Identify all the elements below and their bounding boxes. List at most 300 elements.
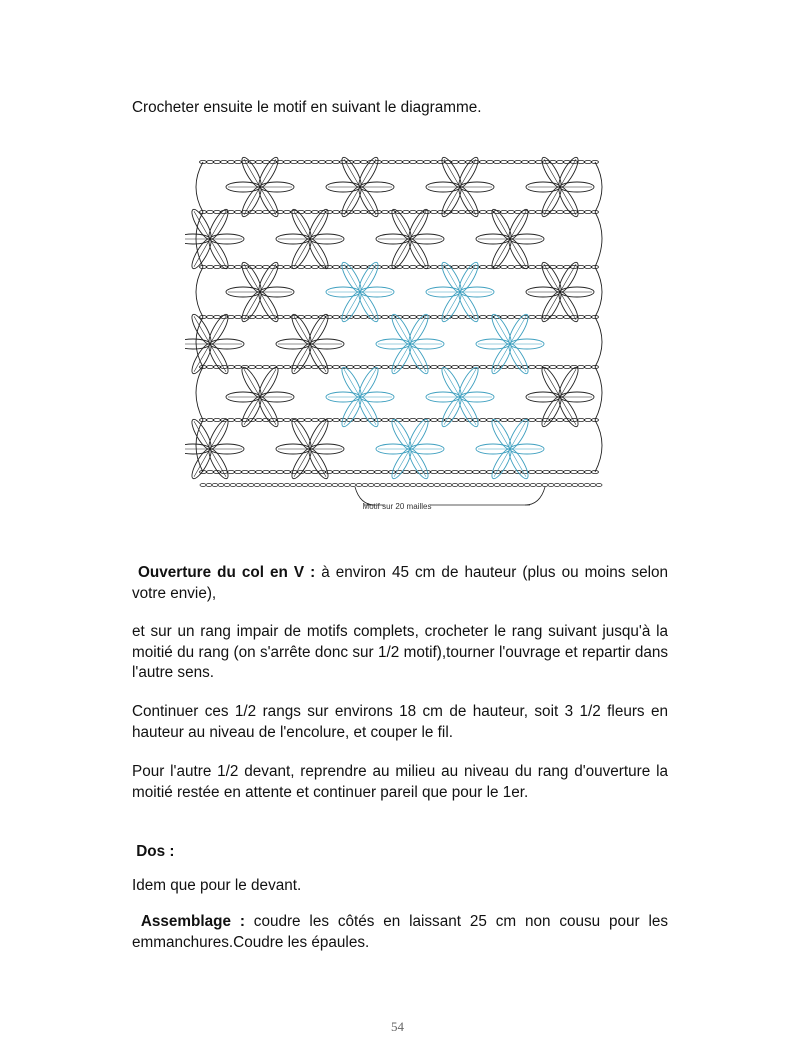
- chain-stitch: [236, 484, 242, 487]
- chain-stitch: [508, 470, 515, 473]
- chain-stitch: [480, 418, 487, 421]
- chain-stitch: [431, 210, 438, 213]
- chain-stitch: [263, 470, 270, 473]
- chain-stitch: [206, 484, 212, 487]
- chain-stitch: [584, 484, 590, 487]
- chain-stitch: [218, 484, 224, 487]
- chain-stitch: [284, 315, 291, 318]
- chain-stitch: [431, 315, 438, 318]
- chain-stitch: [431, 265, 438, 268]
- chain-stitch: [508, 160, 515, 163]
- chain-stitch: [254, 484, 260, 487]
- chain-stitch: [235, 210, 242, 213]
- chain-stitch: [382, 160, 389, 163]
- chain-stitch: [452, 315, 459, 318]
- chain-stitch: [404, 484, 410, 487]
- chain-stitch: [284, 160, 291, 163]
- chain-stitch: [501, 315, 508, 318]
- chain-stitch: [256, 315, 263, 318]
- chain-stitch: [557, 210, 564, 213]
- chain-stitch: [480, 470, 487, 473]
- chain-stitch: [361, 470, 368, 473]
- chain-stitch: [480, 160, 487, 163]
- chain-stitch: [362, 484, 368, 487]
- chain-stitch: [515, 160, 522, 163]
- chain-stitch: [340, 470, 347, 473]
- chain-stitch: [459, 365, 466, 368]
- chain-stitch: [333, 315, 340, 318]
- chain-stitch: [326, 365, 333, 368]
- assemblage-heading: Assemblage :: [140, 913, 245, 930]
- chain-stitch: [431, 470, 438, 473]
- chain-stitch: [326, 470, 333, 473]
- chain-stitch: [529, 265, 536, 268]
- chain-stitch: [482, 484, 488, 487]
- chain-stitch: [572, 484, 578, 487]
- chain-stitch: [235, 160, 242, 163]
- chain-stitch: [459, 315, 466, 318]
- chain-stitch: [305, 418, 312, 421]
- chain-stitch: [518, 484, 524, 487]
- chain-stitch: [501, 160, 508, 163]
- chain-stitch: [214, 418, 221, 421]
- chain-stitch: [431, 418, 438, 421]
- chain-stitch: [501, 418, 508, 421]
- chain-stitch: [590, 484, 596, 487]
- chain-stitch: [248, 484, 254, 487]
- chain-stitch: [529, 470, 536, 473]
- chain-stitch: [350, 484, 356, 487]
- chain-stitch: [326, 210, 333, 213]
- chain-stitch: [312, 265, 319, 268]
- chain-stitch: [410, 365, 417, 368]
- chain-stitch: [296, 484, 302, 487]
- chain-stitch: [320, 484, 326, 487]
- chain-stitch: [260, 484, 266, 487]
- chain-stitch: [438, 315, 445, 318]
- assemblage-text: coudre les côtés en laissant 25 cm non cousu pour les emmanchures.Coudre les épaules.: [132, 913, 669, 951]
- chain-stitch: [368, 470, 375, 473]
- chain-stitch: [564, 470, 571, 473]
- chain-stitch: [284, 470, 291, 473]
- chain-stitch: [548, 484, 554, 487]
- chain-stitch: [410, 265, 417, 268]
- chain-stitch: [235, 265, 242, 268]
- col-v-heading: Ouverture du col en V :: [138, 564, 316, 581]
- chain-stitch: [500, 484, 506, 487]
- chain-stitch: [344, 484, 350, 487]
- chain-stitch: [536, 418, 543, 421]
- chain-stitch: [305, 265, 312, 268]
- chain-stitch: [290, 484, 296, 487]
- chain-stitch: [207, 210, 214, 213]
- chain-stitch: [585, 418, 592, 421]
- chain-stitch: [207, 365, 214, 368]
- chain-stitch: [354, 210, 361, 213]
- dos-heading-paragraph: [132, 842, 668, 863]
- chain-stitch: [361, 210, 368, 213]
- chain-stitch: [263, 365, 270, 368]
- chain-stitch: [557, 315, 564, 318]
- chain-stitch: [550, 365, 557, 368]
- chain-stitch: [284, 265, 291, 268]
- chain-stitch: [347, 365, 354, 368]
- chain-stitch: [382, 365, 389, 368]
- chain-stitch: [228, 160, 235, 163]
- chain-stitch: [380, 484, 386, 487]
- chain-stitch: [354, 315, 361, 318]
- chain-stitch: [410, 470, 417, 473]
- col-v-paragraph: [132, 563, 668, 604]
- chain-stitch: [314, 484, 320, 487]
- chain-stitch: [284, 210, 291, 213]
- chain-stitch: [266, 484, 272, 487]
- intro-text: Crocheter ensuite le motif en suivant le diagramme.: [132, 99, 482, 116]
- chain-stitch: [386, 484, 392, 487]
- chain-stitch: [305, 365, 312, 368]
- crochet-diagram: [185, 137, 609, 525]
- chain-stitch: [522, 160, 529, 163]
- chain-stitch: [375, 470, 382, 473]
- chain-stitch: [374, 484, 380, 487]
- chain-stitch: [501, 210, 508, 213]
- chain-stitch: [284, 365, 291, 368]
- chain-stitch: [242, 484, 248, 487]
- chain-stitch: [228, 210, 235, 213]
- chain-stitch: [214, 160, 221, 163]
- chain-stitch: [410, 160, 417, 163]
- chain-stitch: [445, 470, 452, 473]
- chain-stitch: [333, 160, 340, 163]
- chain-stitch: [416, 484, 422, 487]
- chain-stitch: [354, 265, 361, 268]
- chain-stitch: [494, 160, 501, 163]
- chain-stitch: [326, 315, 333, 318]
- chain-stitch: [361, 265, 368, 268]
- chain-stitch: [560, 484, 566, 487]
- chain-stitch: [347, 470, 354, 473]
- chain-stitch: [212, 484, 218, 487]
- chain-stitch: [452, 210, 459, 213]
- chain-stitch: [440, 484, 446, 487]
- turning-chain: [595, 317, 602, 367]
- chain-stitch: [480, 210, 487, 213]
- chain-stitch: [249, 365, 256, 368]
- chain-stitch: [403, 265, 410, 268]
- chain-stitch: [354, 160, 361, 163]
- chain-stitch: [585, 365, 592, 368]
- turning-chain: [595, 162, 602, 212]
- chain-stitch: [487, 160, 494, 163]
- chain-stitch: [508, 210, 515, 213]
- chain-stitch: [596, 484, 602, 487]
- chain-stitch: [445, 418, 452, 421]
- chain-stitch: [256, 365, 263, 368]
- chain-stitch: [515, 265, 522, 268]
- chain-stitch: [557, 160, 564, 163]
- chain-stitch: [536, 265, 543, 268]
- chain-stitch: [207, 470, 214, 473]
- chain-stitch: [214, 315, 221, 318]
- chain-stitch: [382, 418, 389, 421]
- chain-stitch: [422, 484, 428, 487]
- chain-stitch: [389, 160, 396, 163]
- chain-stitch: [536, 470, 543, 473]
- chain-stitch: [235, 315, 242, 318]
- chain-stitch: [333, 365, 340, 368]
- chain-stitch: [578, 160, 585, 163]
- chain-stitch: [459, 210, 466, 213]
- chain-stitch: [434, 484, 440, 487]
- chain-stitch: [464, 484, 470, 487]
- chain-stitch: [480, 315, 487, 318]
- chain-stitch: [221, 160, 228, 163]
- chain-stitch: [459, 470, 466, 473]
- chain-stitch: [256, 470, 263, 473]
- chain-stitch: [557, 418, 564, 421]
- chain-stitch: [361, 315, 368, 318]
- chain-stitch: [207, 315, 214, 318]
- chain-stitch: [494, 484, 500, 487]
- chain-stitch: [557, 365, 564, 368]
- chain-stitch: [235, 418, 242, 421]
- chain-stitch: [214, 265, 221, 268]
- continuer-paragraph: Continuer ces 1/2 rangs sur environs 18 cm de hauteur, soit 3 1/2 fleurs en hauteur au niveau de l'encolure, et couper le fil.: [132, 703, 668, 741]
- chain-stitch: [398, 484, 404, 487]
- chain-stitch: [382, 315, 389, 318]
- chain-stitch: [319, 365, 326, 368]
- chain-stitch: [470, 484, 476, 487]
- chain-stitch: [438, 418, 445, 421]
- chain-stitch: [536, 160, 543, 163]
- chain-stitch: [438, 470, 445, 473]
- chain-stitch: [403, 210, 410, 213]
- col-v-text: à environ 45 cm de hauteur (plus ou moins selon votre envie),: [132, 564, 669, 602]
- turning-chain: [196, 367, 203, 420]
- chain-stitch: [529, 160, 536, 163]
- chain-stitch: [424, 315, 431, 318]
- chain-stitch: [207, 265, 214, 268]
- chain-stitch: [466, 365, 473, 368]
- chain-stitch: [392, 484, 398, 487]
- chain-stitch: [536, 210, 543, 213]
- chain-stitch: [230, 484, 236, 487]
- chain-stitch: [207, 160, 214, 163]
- chain-stitch: [338, 484, 344, 487]
- chain-stitch: [438, 210, 445, 213]
- chain-stitch: [308, 484, 314, 487]
- chain-stitch: [578, 265, 585, 268]
- dos-text: Idem que pour le devant.: [132, 877, 302, 894]
- chain-stitch: [272, 484, 278, 487]
- chain-stitch: [585, 265, 592, 268]
- chain-stitch: [235, 470, 242, 473]
- chain-stitch: [403, 160, 410, 163]
- chain-stitch: [488, 484, 494, 487]
- chain-stitch: [326, 160, 333, 163]
- chain-stitch: [550, 470, 557, 473]
- chain-stitch: [305, 470, 312, 473]
- chain-stitch: [326, 418, 333, 421]
- rang-paragraph: et sur un rang impair de motifs complets, crocheter le rang suivant jusqu'à la moitié du rang (on s'arrête donc sur 1/2 motif),tourner l'ouvrage et repartir dans l'autre sens.: [132, 623, 668, 681]
- chain-stitch: [403, 470, 410, 473]
- chain-stitch: [476, 484, 482, 487]
- chain-stitch: [501, 265, 508, 268]
- chain-stitch: [459, 265, 466, 268]
- chain-stitch: [410, 210, 417, 213]
- chain-stitch: [585, 470, 592, 473]
- chain-stitch: [585, 160, 592, 163]
- chain-stitch: [256, 418, 263, 421]
- chain-stitch: [326, 484, 332, 487]
- chain-stitch: [529, 418, 536, 421]
- chain-stitch: [508, 365, 515, 368]
- chain-stitch: [524, 484, 530, 487]
- turning-chain: [196, 420, 203, 472]
- chain-stitch: [319, 470, 326, 473]
- chain-stitch: [312, 210, 319, 213]
- chain-stitch: [228, 265, 235, 268]
- chain-stitch: [354, 470, 361, 473]
- turning-chain: [595, 367, 602, 420]
- assemblage-paragraph: [132, 912, 668, 953]
- chain-stitch: [305, 210, 312, 213]
- chain-stitch: [332, 484, 338, 487]
- chain-stitch: [473, 470, 480, 473]
- chain-stitch: [585, 210, 592, 213]
- diagram-caption: Motif sur 20 mailles: [362, 502, 432, 511]
- chain-stitch: [446, 484, 452, 487]
- chain-stitch: [354, 365, 361, 368]
- chain-stitch: [298, 160, 305, 163]
- chain-stitch: [298, 418, 305, 421]
- chain-stitch: [214, 210, 221, 213]
- turning-chain: [595, 420, 602, 472]
- chain-stitch: [326, 265, 333, 268]
- chain-stitch: [578, 418, 585, 421]
- chain-stitch: [333, 210, 340, 213]
- chain-stitch: [536, 365, 543, 368]
- chain-stitch: [312, 418, 319, 421]
- chain-stitch: [530, 484, 536, 487]
- chain-stitch: [368, 484, 374, 487]
- chain-stitch: [452, 470, 459, 473]
- chain-stitch: [578, 210, 585, 213]
- chain-stitch: [452, 365, 459, 368]
- chain-stitch: [508, 418, 515, 421]
- chain-stitch: [480, 265, 487, 268]
- chain-stitch: [424, 160, 431, 163]
- chain-stitch: [452, 265, 459, 268]
- chain-stitch: [466, 470, 473, 473]
- turning-chain: [595, 267, 602, 317]
- chain-stitch: [305, 160, 312, 163]
- chain-stitch: [410, 418, 417, 421]
- chain-stitch: [458, 484, 464, 487]
- chain-stitch: [356, 484, 362, 487]
- chain-stitch: [480, 365, 487, 368]
- chain-stitch: [228, 315, 235, 318]
- chain-stitch: [542, 484, 548, 487]
- chain-stitch: [361, 365, 368, 368]
- chain-stitch: [452, 484, 458, 487]
- chain-stitch: [291, 160, 298, 163]
- chain-stitch: [256, 265, 263, 268]
- chain-stitch: [431, 365, 438, 368]
- chain-stitch: [506, 484, 512, 487]
- chain-stitch: [312, 160, 319, 163]
- chain-stitch: [585, 315, 592, 318]
- dos-heading: Dos :: [136, 843, 175, 860]
- chain-stitch: [249, 470, 256, 473]
- chain-stitch: [333, 470, 340, 473]
- chain-stitch: [578, 315, 585, 318]
- chain-stitch: [417, 160, 424, 163]
- chain-stitch: [382, 265, 389, 268]
- chain-stitch: [424, 210, 431, 213]
- chain-stitch: [459, 160, 466, 163]
- turning-chain: [595, 212, 602, 267]
- chain-stitch: [228, 470, 235, 473]
- chain-stitch: [564, 365, 571, 368]
- chain-stitch: [529, 365, 536, 368]
- chain-stitch: [224, 484, 230, 487]
- chain-stitch: [557, 470, 564, 473]
- chain-stitch: [566, 484, 572, 487]
- chain-stitch: [536, 315, 543, 318]
- chain-stitch: [410, 315, 417, 318]
- chain-stitch: [431, 160, 438, 163]
- chain-stitch: [207, 418, 214, 421]
- chain-stitch: [578, 365, 585, 368]
- chain-stitch: [554, 484, 560, 487]
- chain-stitch: [396, 160, 403, 163]
- chain-stitch: [428, 484, 434, 487]
- chain-stitch: [536, 484, 542, 487]
- chain-stitch: [403, 365, 410, 368]
- turning-chain: [196, 267, 203, 317]
- chain-stitch: [529, 315, 536, 318]
- chain-stitch: [333, 265, 340, 268]
- chain-stitch: [529, 210, 536, 213]
- chain-stitch: [543, 470, 550, 473]
- chain-stitch: [438, 160, 445, 163]
- chain-stitch: [557, 265, 564, 268]
- chain-stitch: [333, 418, 340, 421]
- chain-stitch: [302, 484, 308, 487]
- page-number: 54: [391, 1019, 404, 1034]
- turning-chain: [196, 212, 203, 267]
- chain-stitch: [403, 315, 410, 318]
- chain-stitch: [256, 210, 263, 213]
- chain-stitch: [228, 365, 235, 368]
- chain-stitch: [515, 418, 522, 421]
- chain-stitch: [270, 470, 277, 473]
- chain-stitch: [512, 484, 518, 487]
- chain-stitch: [354, 418, 361, 421]
- chain-stitch: [242, 470, 249, 473]
- turning-chain: [196, 317, 203, 367]
- chain-stitch: [200, 484, 206, 487]
- chain-stitch: [382, 470, 389, 473]
- chain-stitch: [578, 470, 585, 473]
- chain-stitch: [319, 160, 326, 163]
- turning-chain: [196, 162, 203, 212]
- chain-stitch: [305, 315, 312, 318]
- chain-stitch: [277, 470, 284, 473]
- chain-stitch: [284, 484, 290, 487]
- chain-stitch: [403, 418, 410, 421]
